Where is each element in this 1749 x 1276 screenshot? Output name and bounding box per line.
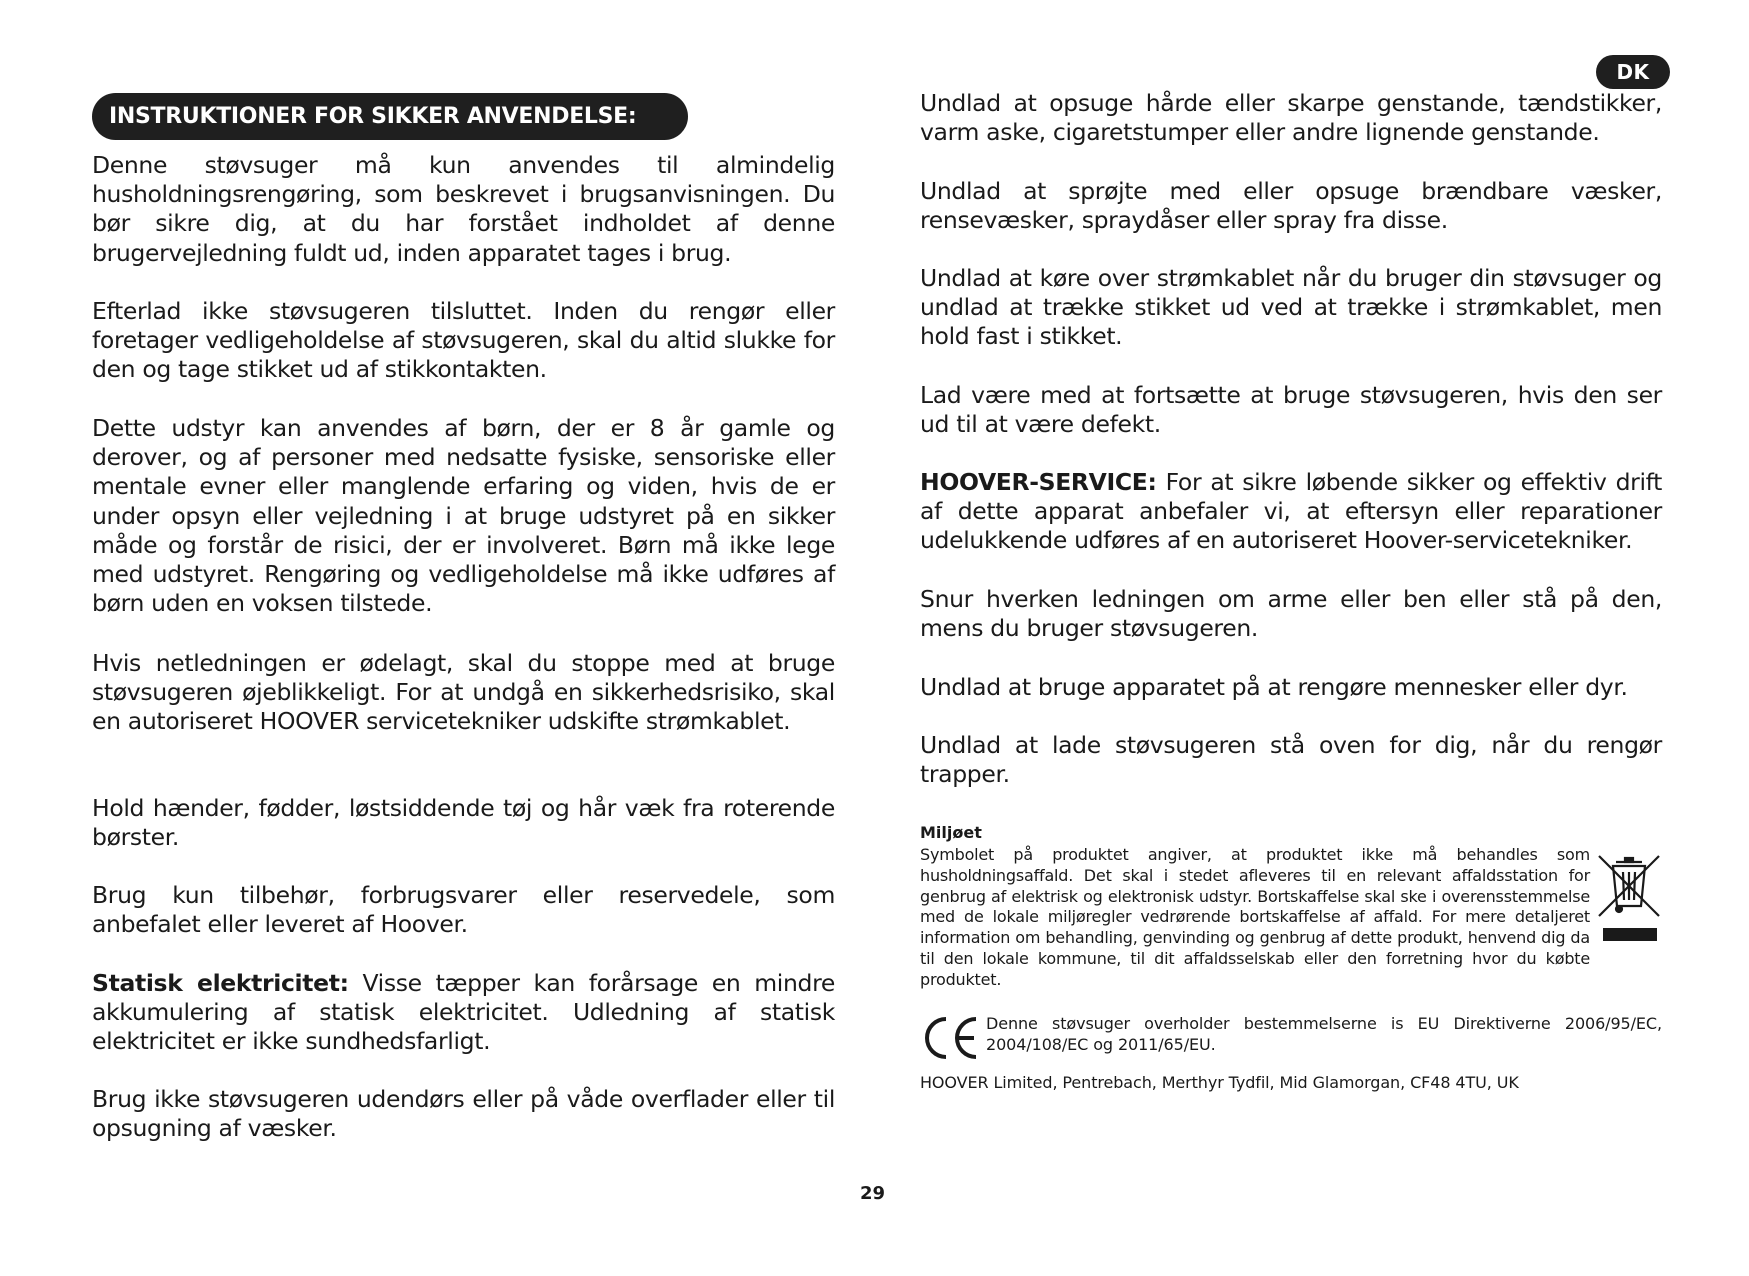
- hoover-service-label: HOOVER-SERVICE:: [920, 468, 1157, 496]
- section-title: INSTRUKTIONER FOR SIKKER ANVENDELSE:: [92, 93, 688, 140]
- ce-declaration-text: Denne støvsuger overholder bestemmelserne is EU Direktiverne 2006/95/EC, 2004/108/EC og 2011/65/EU.: [986, 1014, 1662, 1054]
- left-paragraph-5: Hold hænder, fødder, løstsiddende tøj og hår væk fra roterende børster.: [92, 794, 835, 852]
- ce-mark-icon: [920, 1013, 982, 1063]
- left-paragraph-2: Efterlad ikke støvsugeren tilsluttet. Inden du rengør eller foretager vedligeholdelse af støvsugeren, skal du altid slukke for den og tage stikket ud af stikkontakten.: [92, 297, 835, 384]
- left-paragraph-3: Dette udstyr kan anvendes af børn, der er 8 år gamle og derover, og af personer med nedsatte fysiske, sensoriske eller mentale evner eller manglende erfaring og viden, hvis de er under opsyn eller vejledning i at bruge udstyret på en sikker måde og forstår de risici, der er involveret. Børn må ikke lege med udstyret. Rengøring og vedligeholdelse må ikke udføres af børn uden en voksen tilstede.: [92, 414, 835, 618]
- left-paragraph-6: Brug kun tilbehør, forbrugsvarer eller reservedele, som anbefalet eller leveret af Hoover.: [92, 881, 835, 939]
- static-electricity-text: Visse tæpper kan forårsage en mindre akkumulering af statisk elektricitet. Udledning af statisk elektricitet er ikke sundhedsfarligt.: [92, 969, 836, 1056]
- left-paragraph-8: Brug ikke støvsugeren udendørs eller på våde overflader eller til opsugning af væsker.: [92, 1085, 835, 1143]
- left-paragraph-4: Hvis netledningen er ødelagt, skal du stoppe med at bruge støvsugeren øjeblikkeligt. For at undgå en sikkerhedsrisiko, skal en autoriseret HOOVER servicetekniker udskifte strømkablet.: [92, 649, 835, 736]
- hoover-service-text: For at sikre løbende sikker og effektiv drift af dette apparat anbefaler vi, at eftersyn eller reparationer udelukkende udføres af en autoriseret Hoover-servicetekniker.: [920, 468, 1662, 555]
- right-paragraph-2: Undlad at sprøjte med eller opsuge brændbare væsker, rensevæsker, spraydåser eller spray fra disse.: [920, 177, 1662, 235]
- weee-crossed-bin-icon: [1596, 852, 1662, 944]
- environment-title: Miljøet: [920, 823, 982, 842]
- right-paragraph-6: Snur hverken ledningen om arme eller ben eller stå på den, mens du bruger støvsugeren.: [920, 585, 1662, 643]
- left-paragraph-7: [92, 969, 835, 1057]
- right-paragraph-1: Undlad at opsuge hårde eller skarpe genstande, tændstikker, varm aske, cigaretstumper eller andre lignende genstande.: [920, 89, 1662, 147]
- environment-text: Symbolet på produktet angiver, at produktet ikke må behandles som husholdningsaffald. Det skal i stedet afleveres til en relevant affaldsstation for genbrug af elektrisk og elektronisk udstyr. Bortskaffelse skal ske i overensstemmelse med de lokale miljøregler vedrørende bortskaffelse af affald. For mere detaljeret information om behandling, genvinding og genbrug af dette produkt, henvend dig da til den lokale kommune, til dit affaldsselskab eller den forretning hvor du købte produktet.: [920, 845, 1590, 989]
- left-paragraph-1: Denne støvsuger må kun anvendes til almindelig husholdningsrengøring, som beskrevet i brugsanvisningen. Du bør sikre dig, at du har forstået indholdet af denne brugervejledning fuldt ud, inden apparatet tages i brug.: [92, 151, 835, 267]
- right-paragraph-8: Undlad at lade støvsugeren stå oven for dig, når du rengør trapper.: [920, 731, 1662, 789]
- right-paragraph-7: Undlad at bruge apparatet på at rengøre mennesker eller dyr.: [920, 673, 1628, 701]
- right-paragraph-5: [920, 468, 1662, 556]
- right-paragraph-4: Lad være med at fortsætte at bruge støvsugeren, hvis den ser ud til at være defekt.: [920, 381, 1662, 439]
- static-electricity-label: Statisk elektricitet:: [92, 969, 349, 997]
- right-paragraph-3: Undlad at køre over strømkablet når du bruger din støvsuger og undlad at trække stikket ud ved at trække i strømkablet, men hold fast i stikket.: [920, 264, 1662, 351]
- manufacturer-address: HOOVER Limited, Pentrebach, Merthyr Tydfil, Mid Glamorgan, CF48 4TU, UK: [920, 1073, 1519, 1092]
- language-badge: DK: [1596, 55, 1670, 89]
- page-number: 29: [860, 1183, 886, 1204]
